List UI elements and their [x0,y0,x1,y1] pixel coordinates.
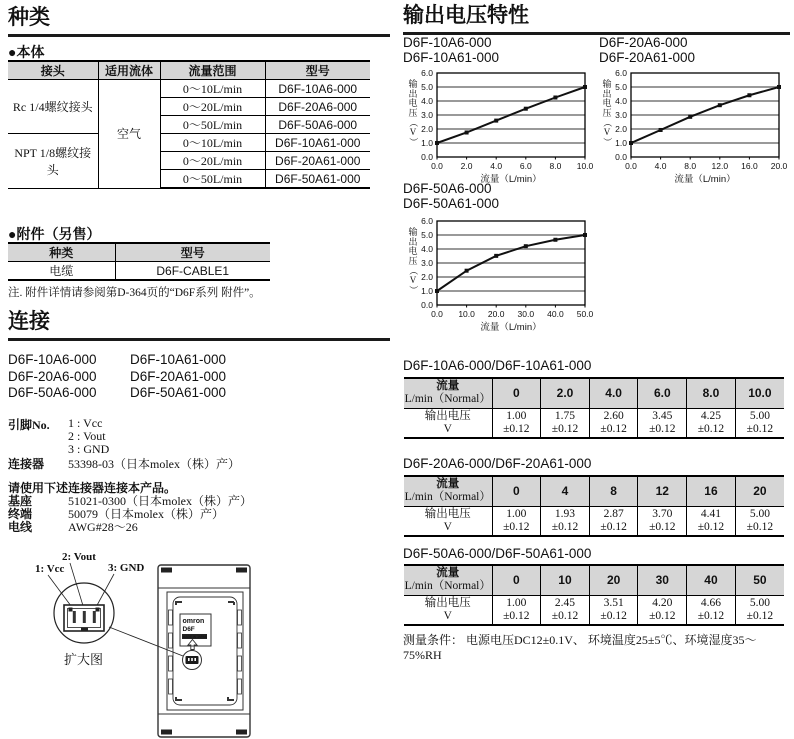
x-tick-label: 16.0 [741,161,758,171]
y-tick-label: 3.0 [421,258,433,268]
connector-diagram [18,548,254,739]
y-axis-label: 输 出 电 压 （ V ） [408,79,419,147]
voltage-value-cell: 2.45 ±0.12 [541,595,590,625]
voltage-value-cell: 3.45 ±0.12 [638,408,687,438]
vtable2-title: D6F-20A6-000/D6F-20A61-000 [403,456,592,471]
column-header: 型号 [265,61,370,80]
fluid-cell: 空气 [98,80,160,189]
pin-value: 1 : Vcc [68,416,103,430]
y-tick-label: 4.0 [421,96,433,106]
flow-range-cell: 0～50L/min [160,170,265,189]
side-slot [238,656,242,671]
y-tick-label: 0.0 [421,152,433,162]
y-tick-label: 1.0 [421,138,433,148]
pin-no-label: 引脚No. [8,418,50,432]
output-voltage-chart-10 [403,64,597,186]
flow-value-cell: 0 [492,378,541,408]
product-drawing [158,565,250,737]
voltage-table [404,377,784,439]
model-cell: D6F-20A61-000 [265,152,370,170]
data-point [524,107,528,111]
side-slot [169,656,173,671]
x-tick-label: 4.0 [654,161,667,171]
enlarged-view-caption: 扩大图 [64,652,104,667]
y-tick-label: 0.0 [615,152,627,162]
flow-value-cell: 0 [492,476,541,506]
table-row [8,80,370,98]
corner-tab [236,730,247,735]
y-tick-label: 4.0 [421,244,433,254]
flow-header-cell: 流量 L/min（Normal） [404,565,492,595]
x-tick-label: 10.0 [458,309,475,319]
pin3-label: 3: GND [108,562,145,574]
flow-value-cell: 4 [541,476,590,506]
voltage-value-cell: 2.87 ±0.12 [589,506,638,536]
voltage-value-cell: 1.75 ±0.12 [541,408,590,438]
port-pin [188,658,190,661]
accessories-note: 注. 附件详情请参阅第D-364页的“D6F系列 附件”。 [8,287,261,299]
connector-label: 连接器 [8,457,45,471]
voltage-value-cell: 4.20 ±0.12 [638,595,687,625]
side-slot [169,610,173,625]
body-table [8,60,370,189]
voltage-value-cell: 5.00 ±0.12 [735,506,784,536]
voltage-value-cell: 2.60 ±0.12 [589,408,638,438]
x-tick-label: 4.0 [490,161,503,171]
x-tick-label: 8.0 [549,161,562,171]
x-tick-label: 2.0 [460,161,473,171]
column-header: 流量范围 [160,61,265,80]
data-point [629,141,633,145]
model-name: D6F-20A6-000 [8,368,97,384]
connect-instruction: 请使用下述连接器连接本产品。 [8,481,177,495]
flow-value-cell: 4.0 [589,378,638,408]
vtable1-title: D6F-10A6-000/D6F-10A61-000 [403,358,592,373]
spec-value: 51021-0300（日本molex（株）产） [68,494,252,508]
data-point [524,244,528,248]
voltage-table [404,564,784,626]
flow-value-cell: 8.0 [687,378,736,408]
voltage-value-cell: 1.00 ±0.12 [492,408,541,438]
column-header: 种类 [8,243,115,262]
flow-value-cell: 8 [589,476,638,506]
chart2-title [599,35,695,65]
connector-pin [83,611,86,623]
y-tick-label: 1.0 [615,138,627,148]
data-point [718,103,722,107]
table-header-row [8,243,270,262]
corner-tab [161,730,172,735]
side-slot [238,610,242,625]
face-panel [173,597,237,705]
x-tick-label: 0.0 [431,309,443,319]
flow-value-cell: 12 [638,476,687,506]
output-voltage-section-title: 输出电压特性 [403,4,790,35]
vtable3-title: D6F-50A6-000/D6F-50A61-000 [403,546,592,561]
voltage-value-cell: 4.66 ±0.12 [687,595,736,625]
voltage-value-cell: 1.00 ±0.12 [492,595,541,625]
connector-latch [96,608,100,612]
connector-pin [73,611,76,623]
data-point [747,93,751,97]
flow-header-cell: 流量 L/min（Normal） [404,476,492,506]
flow-value-cell: 6.0 [638,378,687,408]
data-point [435,141,439,145]
accessories-subtitle: ●附件（另售） [8,226,101,242]
y-tick-label: 2.0 [421,272,433,282]
accessories-table [8,242,270,281]
x-tick-label: 20.0 [487,309,505,319]
pin-value: 2 : Vout [68,429,106,443]
model-name: D6F-50A6-000 [8,385,97,400]
side-slot [238,679,242,694]
column-header: 接头 [8,61,98,80]
x-tick-label: 0.0 [431,161,443,171]
voltage-value-cell: 4.25 ±0.12 [687,408,736,438]
flow-range-cell: 0～10L/min [160,134,265,152]
connector-pin [93,611,96,623]
connector-value: 53398-03（日本molex（株）产） [68,457,240,471]
x-tick-label: 50.0 [576,309,594,319]
column-header: 适用流体 [98,61,160,80]
flow-value-cell: 30 [638,565,687,595]
table-row [8,134,370,152]
voltage-value-cell: 1.93 ±0.12 [541,506,590,536]
x-tick-label: 20.0 [770,161,788,171]
connector-type-cell: Rc 1/4螺纹接头 [8,80,98,134]
voltage-header-cell: 输出电压 V [404,506,492,536]
y-tick-label: 6.0 [615,68,627,78]
x-tick-label: 30.0 [517,309,535,319]
voltage-value-cell: 5.00 ±0.12 [735,595,784,625]
y-tick-label: 2.0 [421,124,433,134]
callout-line [109,627,183,656]
chart-title-line: D6F-50A6-000 [403,181,492,196]
x-tick-label: 12.0 [711,161,729,171]
spec-value: 50079（日本molex（株）产） [68,507,224,521]
voltage-table [404,475,784,537]
data-point [553,96,557,100]
model-name: D6F-20A61-000 [130,368,227,384]
voltage-table-50 [404,564,784,626]
model-cell: D6F-CABLE1 [115,262,270,281]
voltage-table-20 [404,475,784,537]
body-subtitle: ●本体 [8,44,45,60]
data-point [583,85,587,89]
voltage-table-10 [404,377,784,439]
pin1-label: 1: Vcc [35,563,65,575]
x-axis-label: 流量（L/min） [674,174,736,185]
voltage-header-cell: 输出电压 V [404,408,492,438]
model-name: D6F-10A6-000 [8,352,97,367]
flow-value-cell: 10 [541,565,590,595]
data-point [777,85,781,89]
voltage-header-cell: 输出电压 V [404,595,492,625]
x-tick-label: 40.0 [547,309,564,319]
flow-value-cell: 20 [589,565,638,595]
y-tick-label: 4.0 [615,96,627,106]
accessory-kind-cell: 电缆 [8,262,115,281]
connect-model-list-col2 [130,352,226,402]
y-tick-label: 1.0 [421,286,433,296]
table-header-row [8,61,370,80]
chart1-title [403,35,499,65]
flow-range-cell: 0～20L/min [160,152,265,170]
y-tick-label: 2.0 [615,124,627,134]
flow-header-cell: 流量 L/min（Normal） [404,378,492,408]
output-voltage-chart-20 [597,64,791,186]
flow-value-cell: 10.0 [735,378,784,408]
model-cell: D6F-50A61-000 [265,170,370,189]
x-tick-label: 0.0 [625,161,637,171]
x-tick-label: 10.0 [576,161,594,171]
connector-latch [69,608,73,612]
corner-tab [236,568,247,573]
voltage-value-cell: 1.00 ±0.12 [492,506,541,536]
data-point [659,128,663,132]
voltage-value-cell: 3.51 ±0.12 [589,595,638,625]
data-point [553,238,557,242]
corner-tab [161,568,172,573]
voltage-value-cell: 5.00 ±0.12 [735,408,784,438]
brand-text: omron [182,618,205,625]
x-axis-label: 流量（L/min） [480,322,542,333]
chart3-title [403,181,499,211]
y-tick-label: 6.0 [421,68,433,78]
voltage-value-cell: 4.41 ±0.12 [687,506,736,536]
x-tick-label: 8.0 [684,161,697,171]
voltage-value-cell: 3.70 ±0.12 [638,506,687,536]
model-name: D6F-10A61-000 [130,352,227,367]
spec-label: 基座 [8,494,33,508]
y-tick-label: 5.0 [421,82,433,92]
data-point [465,269,469,273]
data-point [465,131,469,135]
port-pin [194,658,196,661]
y-tick-label: 3.0 [421,110,433,120]
side-slot [238,633,242,648]
y-axis-label: 输 出 电 压 （ V ） [408,227,419,295]
y-axis-label: 输 出 电 压 （ V ） [602,79,613,147]
product-face [167,592,243,710]
x-tick-label: 6.0 [519,161,532,171]
flow-range-cell: 0～20L/min [160,98,265,116]
model-cell: D6F-50A6-000 [265,116,370,134]
column-header: 型号 [115,243,270,262]
y-tick-label: 6.0 [421,216,433,226]
pin-value: 3 : GND [68,442,110,456]
chart-title-line: D6F-10A6-000 [403,35,492,50]
chart-title-line: D6F-20A61-000 [599,50,696,65]
model-cell: D6F-10A6-000 [265,80,370,98]
y-tick-label: 3.0 [615,110,627,120]
table-row [8,262,270,281]
x-axis-label: 流量（L/min） [480,174,542,185]
side-slot [169,633,173,648]
made-in-japan-text: MADE IN JAPAN [182,635,208,639]
data-point [583,233,587,237]
connect-section-title: 连接 [8,310,390,341]
measurement-conditions-note: 测量条件： 电源电压DC12±0.1V、 环境温度25±5℃、环境湿度35～75%RH [403,633,757,662]
chart-title-line: D6F-50A61-000 [403,196,500,211]
y-tick-label: 5.0 [615,82,627,92]
flow-value-cell: 50 [735,565,784,595]
chart-title-line: D6F-10A61-000 [403,50,500,65]
flow-value-cell: 0 [492,565,541,595]
flow-range-cell: 0～50L/min [160,116,265,134]
spec-label: 电线 [8,520,33,534]
flow-value-cell: 2.0 [541,378,590,408]
flow-value-cell: 40 [687,565,736,595]
port-pin [191,658,193,661]
flow-range-cell: 0～10L/min [160,80,265,98]
spec-value: AWG#28～26 [68,520,138,534]
model-cell: D6F-20A6-000 [265,98,370,116]
y-tick-label: 5.0 [421,230,433,240]
data-point [494,119,498,123]
side-slot [169,679,173,694]
output-voltage-chart-50 [403,212,597,334]
flow-value-cell: 20 [735,476,784,506]
data-point [435,289,439,293]
data-point [688,115,692,119]
kinds-section-title: 种类 [8,6,390,37]
spec-label: 终端 [8,507,33,521]
connect-model-list-col1 [8,352,97,402]
pin2-label: 2: Vout [62,551,96,563]
data-point [494,254,498,258]
chart-title-line: D6F-20A6-000 [599,35,688,50]
flow-value-cell: 16 [687,476,736,506]
model-name: D6F-50A61-000 [130,385,227,400]
y-tick-label: 0.0 [421,300,433,310]
model-cell: D6F-10A61-000 [265,134,370,152]
connector-type-cell: NPT 1/8螺纹接头 [8,134,98,189]
connector-notch [81,628,88,631]
model-text: D6F [182,626,195,633]
product-outline [158,565,250,737]
